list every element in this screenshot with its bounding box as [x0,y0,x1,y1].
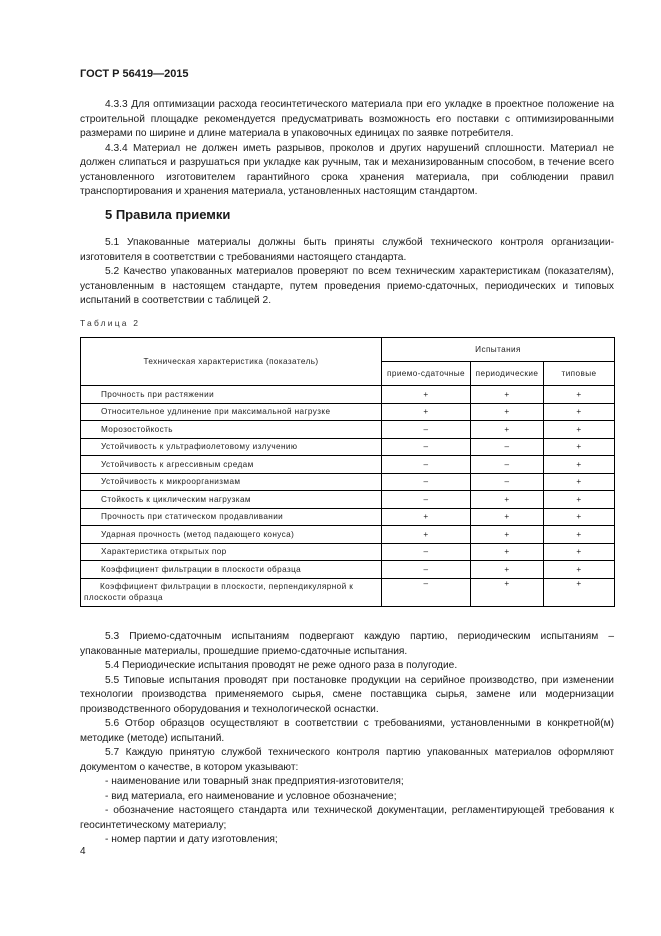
characteristic-cell: Относительное удлинение при максимальной нагрузке [81,403,382,421]
paragraph-4-3-3: 4.3.3 Для оптимизации расхода геосинтетического материала при его укладке в проектное положение на строительной площадке рекомендуется предусматривать возможность его поставки с оптимизированными размерами по ширине и длине материала в упаковочных единицах по заявке потребителя. [80,99,614,139]
subheader-acceptance: приемо-сдаточные [382,362,471,386]
paragraph-5-2: 5.2 Качество упакованных материалов проверяют по всем техническим характеристикам (показателям), установленным в настоящем стандарте, путем проведения приемо-сдаточных, периодических и типовых испытаний в соответствии с таблицей 2. [80,266,614,306]
test-mark-cell: + [544,403,615,421]
subheader-type: типовые [544,362,615,386]
test-mark-cell: + [471,386,544,404]
table-row [81,386,615,404]
test-mark-cell: – [382,456,471,474]
test-mark-cell: + [544,456,615,474]
document-header: ГОСТ Р 56419—2015 [80,68,189,80]
test-mark-cell: + [382,403,471,421]
test-mark-cell: – [471,473,544,491]
section-title: 5 Правила приемки [105,207,231,222]
table-row [81,578,615,606]
table-row [81,526,615,544]
characteristic-cell: Коэффициент фильтрации в плоскости, перпендикулярной к плоскости образца [81,578,382,606]
table-caption: Таблица 2 [80,318,141,328]
page-number: 4 [80,846,86,857]
test-mark-cell: + [382,508,471,526]
characteristic-cell: Прочность при статическом продавливании [81,508,382,526]
test-mark-cell: + [471,403,544,421]
test-mark-cell: + [471,508,544,526]
test-mark-cell: + [471,491,544,509]
table-row [81,403,615,421]
list-item: - номер партии и дату изготовления; [105,834,278,845]
test-mark-cell: + [544,578,615,606]
column-header-characteristic: Техническая характеристика (показатель) [81,338,382,386]
test-mark-cell: + [544,508,615,526]
test-mark-cell: + [471,578,544,606]
test-mark-cell: + [544,526,615,544]
test-mark-cell: – [382,491,471,509]
table-row [81,561,615,579]
table-row [81,491,615,509]
table-row [81,456,615,474]
characteristic-cell: Характеристика открытых пор [81,543,382,561]
characteristic-cell: Ударная прочность (метод падающего конуса) [81,526,382,544]
paragraphs-bottom [80,630,614,848]
paragraph-5-7: 5.7 Каждую принятую службой технического контроля партию упакованных материалов оформляют документом о качестве, в котором указывают: [80,747,614,773]
test-mark-cell: – [382,578,471,606]
table-row [81,543,615,561]
test-mark-cell: + [544,386,615,404]
table-row [81,508,615,526]
subheader-periodic: периодические [471,362,544,386]
list-item: - вид материала, его наименование и условное обозначение; [105,790,397,802]
test-mark-cell: – [382,473,471,491]
characteristic-cell: Прочность при растяжении [81,386,382,404]
paragraphs-mid [80,236,614,309]
paragraph-5-6: 5.6 Отбор образцов осуществляют в соответствии с требованиями, установленными в конкретной(м) методике (методе) испытаний. [80,718,614,744]
test-mark-cell: + [471,526,544,544]
test-mark-cell: + [544,473,615,491]
test-mark-cell: + [544,421,615,439]
test-mark-cell: + [544,543,615,561]
test-mark-cell: + [382,526,471,544]
test-mark-cell: – [382,438,471,456]
characteristic-cell: Устойчивость к микроорганизмам [81,473,382,491]
test-mark-cell: + [471,561,544,579]
test-mark-cell: + [471,543,544,561]
test-mark-cell: – [471,438,544,456]
characteristic-cell: Морозостойкость [81,421,382,439]
test-mark-cell: + [544,561,615,579]
paragraph-5-3: 5.3 Приемо-сдаточным испытаниям подвергают каждую партию, периодическим испытаниям – упакованные материалы, прошедшие приемо-сдаточные испытания. [80,631,614,657]
group-header-tests: Испытания [382,338,615,362]
characteristic-cell: Устойчивость к агрессивным средам [81,456,382,474]
test-mark-cell: + [471,421,544,439]
paragraph-5-4: 5.4 Периодические испытания проводят не реже одного раза в полугодие. [105,660,458,671]
table-row [81,421,615,439]
characteristic-cell: Коэффициент фильтрации в плоскости образца [81,561,382,579]
list-item: - обозначение настоящего стандарта или технической документации, регламентирующей требования к геосинтетическому материалу; [80,805,614,831]
test-mark-cell: – [382,421,471,439]
test-mark-cell: + [382,386,471,404]
table-row [81,438,615,456]
test-mark-cell: + [544,438,615,456]
paragraph-5-5: 5.5 Типовые испытания проводят при постановке продукции на серийное производство, при изменении технологии производства применяемого сырья, смене поставщика сырья, замене или модернизации производственного оборудования и технологической оснастки. [80,674,614,715]
test-mark-cell: – [382,561,471,579]
test-mark-cell: + [544,491,615,509]
test-mark-cell: – [382,543,471,561]
characteristic-cell: Стойкость к циклическим нагрузкам [81,491,382,509]
list-item: - наименование или товарный знак предприятия-изготовителя; [105,776,404,787]
paragraph-5-1: 5.1 Упакованные материалы должны быть приняты службой технического контроля организации-изготовителя в соответствии с требованиями настоящего стандарта. [80,237,614,263]
table-row [81,473,615,491]
tests-table [80,337,615,607]
test-mark-cell: – [471,456,544,474]
characteristic-cell: Устойчивость к ультрафиолетовому излучению [81,438,382,456]
paragraphs-top [80,98,614,200]
paragraph-4-3-4: 4.3.4 Материал не должен иметь разрывов, проколов и других нарушений сплошности. Материал не должен слипаться и разрушаться при укладке как ручным, так и механизированным способом, в течение всего установленного изготовителем гарантийного срока хранения материала, при соблюдении правил транспортирования и хранения материала, установленных настоящим стандартом. [80,142,614,197]
